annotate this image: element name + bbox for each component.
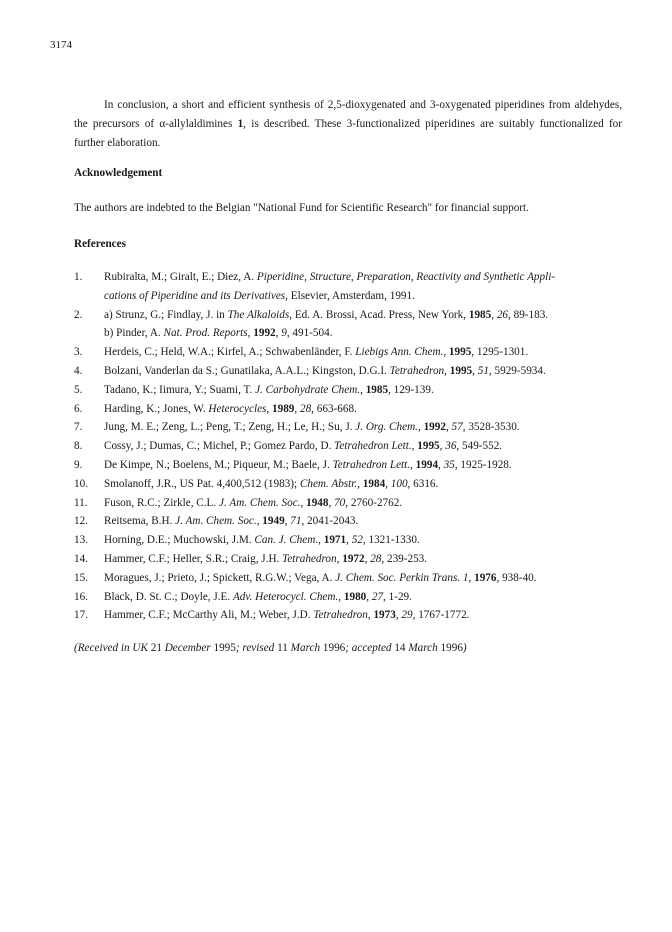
conclusion-text-mid: -allylaldimines: [165, 118, 238, 130]
reference-year: 1948: [306, 496, 329, 509]
reference-line: [104, 268, 634, 287]
reference-line: [104, 494, 634, 513]
reference-segment: ,: [256, 515, 263, 528]
acknowledgement-text: The authors are indebted to the Belgian "National Fund for Scientific Research" for financial support.: [74, 202, 529, 214]
reference-year: 1992: [423, 421, 446, 434]
reference-text: [104, 456, 634, 475]
reference-segment: Horning, D.E.; Muchowski, J.M.: [104, 534, 255, 547]
reference-year: 1995: [448, 346, 472, 359]
reference-segment: ,: [445, 421, 452, 434]
received-year: 1995: [213, 642, 236, 654]
reference-italic: Heterocycles: [208, 402, 267, 415]
reference-number: 4.: [74, 364, 83, 377]
reference-line: [104, 362, 634, 381]
reference-segment: ,: [357, 477, 363, 490]
reference-segment: Jung, M. E.; Zeng, L.; Peng, T.; Zeng, H.; Le, H.; Su, J.: [104, 421, 356, 434]
reference-segment: ,: [395, 609, 402, 622]
reference-segment: Harding, K.; Jones, W.: [104, 402, 209, 415]
reference-item: [74, 475, 634, 494]
reference-year: 1973: [373, 609, 396, 622]
reference-text: [104, 381, 634, 400]
reference-line: [104, 456, 634, 475]
reference-number: 15.: [74, 571, 88, 584]
reference-segment: ,: [438, 458, 444, 471]
reference-segment: , 239-253.: [381, 552, 428, 565]
reference-segment: ,: [472, 364, 478, 377]
reference-year: 1992: [253, 327, 276, 340]
reference-segment: , 3528-3530.: [462, 421, 520, 434]
reference-segment: ,: [367, 609, 374, 622]
reference-text: [104, 418, 634, 437]
reference-text: [104, 306, 634, 344]
reference-number: 9.: [74, 458, 83, 471]
reference-segment: , 5929-5934.: [488, 364, 546, 377]
reference-segment: , 1-29.: [383, 590, 412, 603]
reference-segment: Tadano, K.; Iimura, Y.; Suami, T.: [104, 383, 256, 396]
reference-line: [104, 418, 634, 437]
reference-segment: Cossy, J.; Dumas, C.; Michel, P.; Gomez Pardo, D.: [104, 440, 335, 453]
reference-number: 17.: [74, 609, 88, 622]
reference-year: 1994: [415, 458, 439, 471]
reference-segment: ,: [275, 327, 282, 340]
revised-day: 11: [277, 642, 288, 654]
reference-italic: 9: [281, 327, 287, 340]
reference-text: [104, 437, 634, 456]
reference-item: [74, 381, 634, 400]
received-close: ): [462, 642, 467, 654]
revised-label: ; revised: [235, 642, 278, 654]
references-heading: References: [74, 238, 126, 250]
compound-number: 1: [237, 118, 244, 130]
reference-text: [104, 400, 634, 419]
reference-italic: Tetrahedron: [313, 609, 368, 622]
reference-item: [74, 550, 634, 569]
reference-segment: , 491-504.: [286, 327, 333, 340]
reference-item: [74, 418, 634, 437]
revised-month: March: [287, 642, 323, 654]
reference-line: [104, 400, 634, 419]
reference-italic: The Alkaloids: [227, 308, 290, 321]
reference-year: 1984: [362, 477, 386, 490]
reference-year: 1985: [468, 308, 492, 321]
reference-segment: ,: [385, 477, 391, 490]
reference-number: 3.: [74, 346, 83, 359]
reference-segment: Black, D. St. C.; Doyle, J.E.: [104, 590, 233, 603]
reference-italic: Liebigs Ann. Chem.: [355, 346, 444, 359]
accepted-day: 14: [394, 642, 406, 654]
reference-item: [74, 362, 634, 381]
accepted-month: March: [405, 642, 441, 654]
reference-segment: Bolzani, Vanderlan da S.; Gunatilaka, A.A.L.; Kingston, D.G.I.: [104, 364, 390, 377]
reference-text: [104, 268, 634, 306]
reference-italic: J. Am. Chem. Soc.: [175, 515, 257, 528]
reference-line: [104, 531, 634, 550]
reference-segment: , 549-552.: [456, 440, 503, 453]
reference-italic: 36: [445, 440, 457, 453]
reference-number: 10.: [74, 477, 88, 490]
reference-item: [74, 268, 634, 306]
reference-number: 5.: [74, 383, 83, 396]
reference-italic: 57: [451, 421, 463, 434]
reference-italic: 28: [370, 552, 382, 565]
reference-segment: Hammer, C.F.; McCarthy Ali, M.; Weber, J.D.: [104, 609, 314, 622]
reference-number: 14.: [74, 552, 88, 565]
received-dates: [74, 641, 622, 656]
reference-year: 1949: [262, 515, 285, 528]
conclusion-text-end: , is described. These 3-functionalized piperidines are suitably functionalized for further elaboration.: [74, 118, 622, 149]
reference-number: 12.: [74, 515, 88, 528]
reference-segment: Herdeis, C.; Held, W.A.; Kirfel, A.; Schwabenländer, F.: [104, 346, 356, 359]
reference-italic: Nat. Prod. Reports: [163, 327, 248, 340]
reference-text: [104, 475, 634, 494]
reference-line: [104, 324, 634, 343]
reference-item: [74, 569, 634, 588]
reference-item: [74, 456, 634, 475]
reference-segment: Rubiralta, M.; Giralt, E.; Diez, A.: [104, 271, 257, 283]
reference-segment: , 2760-2762.: [345, 496, 403, 509]
reference-line: [104, 569, 634, 588]
reference-italic: 71: [290, 515, 302, 528]
reference-segment: Hammer, C.F.; Heller, S.R.; Craig, J.H.: [104, 552, 283, 565]
reference-year: 1971: [323, 534, 347, 547]
reference-text: [104, 494, 634, 513]
reference-italic: 35: [443, 458, 455, 471]
reference-item: [74, 437, 634, 456]
reference-segment: ,: [364, 552, 371, 565]
reference-italic: 100: [390, 477, 408, 490]
reference-segment: ,: [328, 496, 335, 509]
reference-text: [104, 362, 634, 381]
reference-item: [74, 531, 634, 550]
reference-segment: , 1321-1330.: [362, 534, 420, 547]
page-number: 3174: [50, 39, 72, 51]
reference-segment: ,: [410, 458, 416, 471]
reference-line: [104, 606, 634, 625]
reference-segment: ,: [338, 590, 344, 603]
reference-line: [104, 287, 634, 306]
reference-segment: , 6316.: [407, 477, 439, 490]
reference-segment: ,: [266, 402, 272, 415]
reference-segment: ,: [366, 590, 372, 603]
reference-segment: , 89-183.: [508, 308, 549, 321]
reference-italic: Piperidine, Structure, Preparation, Reactivity and Synthetic Appli-: [256, 271, 556, 283]
reference-italic: Adv. Heterocycl. Chem.: [232, 590, 339, 603]
reference-italic: J. Chem. Soc. Perkin Trans. 1: [335, 571, 469, 584]
reference-item: [74, 494, 634, 513]
reference-segment: , 129-139.: [388, 383, 434, 396]
reference-number: 6.: [74, 402, 83, 415]
reference-italic: 28: [299, 402, 312, 415]
revised-year: 1996: [322, 642, 346, 654]
reference-italic: 27: [371, 590, 384, 603]
reference-line: [104, 512, 634, 531]
reference-number: 11.: [74, 496, 88, 509]
reference-italic: Tetrahedron: [282, 552, 337, 565]
reference-segment: ,: [247, 327, 254, 340]
received-day: 21: [150, 642, 162, 654]
reference-text: [104, 550, 634, 569]
reference-italic: 29: [401, 609, 413, 622]
reference-segment: ,: [300, 496, 307, 509]
reference-italic: J. Am. Chem. Soc.: [219, 496, 301, 509]
reference-segment: b) Pinder, A.: [104, 327, 164, 340]
reference-italic: J. Org. Chem.: [355, 421, 418, 434]
reference-italic: Chem. Abstr.: [299, 477, 358, 490]
reference-line: [104, 437, 634, 456]
reference-segment: Fuson, R.C.; Zirkle, C.L.: [104, 496, 219, 509]
reference-line: [104, 381, 634, 400]
accepted-year: 1996: [440, 642, 463, 654]
reference-text: [104, 588, 634, 607]
conclusion-paragraph: [74, 96, 622, 153]
reference-item: [74, 512, 634, 531]
reference-text: [104, 343, 634, 362]
reference-segment: , 1925-1928.: [454, 458, 512, 471]
acknowledgement-heading: Acknowledgement: [74, 167, 163, 179]
reference-number: 7.: [74, 421, 83, 434]
reference-italic: J. Carbohydrate Chem.: [255, 383, 361, 396]
reference-segment: ,: [444, 364, 450, 377]
reference-item: [74, 400, 634, 419]
reference-segment: ,: [411, 440, 418, 453]
reference-segment: a) Strunz, G.; Findlay, J. in: [104, 308, 228, 321]
reference-segment: Reitsema, B.H.: [104, 515, 176, 528]
reference-segment: , 938-40.: [496, 571, 537, 584]
reference-year: 1972: [342, 552, 365, 565]
reference-segment: , Elsevier, Amsterdam, 1991.: [285, 289, 415, 302]
reference-text: [104, 606, 634, 625]
reference-item: [74, 606, 634, 625]
reference-segment: ,: [346, 534, 352, 547]
reference-segment: , 1767-1772.: [412, 609, 470, 622]
reference-line: [104, 588, 634, 607]
accepted-label: ; accepted: [345, 642, 395, 654]
reference-segment: ,: [294, 402, 300, 415]
reference-year: 1995: [449, 364, 473, 377]
reference-italic: 70: [334, 496, 346, 509]
reference-segment: , 663-668.: [311, 402, 357, 415]
reference-number: 16.: [74, 590, 88, 603]
reference-number: 2.: [74, 308, 83, 321]
received-month: December: [161, 642, 214, 654]
reference-segment: Moragues, J.; Prieto, J.; Spickett, R.G.W.; Vega, A.: [104, 571, 336, 584]
reference-italic: cations of Piperidine and its Derivatives: [104, 289, 286, 302]
reference-number: 8.: [74, 440, 83, 453]
reference-segment: ,: [443, 346, 449, 359]
reference-segment: ,: [439, 440, 446, 453]
reference-italic: Tetrahedron Lett.: [332, 458, 411, 471]
reference-italic: Tetrahedron: [389, 364, 445, 377]
reference-segment: De Kimpe, N.; Boelens, M.; Piqueur, M.; Baele, J.: [104, 458, 333, 471]
reference-segment: ,: [360, 383, 366, 396]
reference-segment: , Ed. A. Brossi, Acad. Press, New York,: [289, 308, 469, 321]
reference-segment: , 2041-2043.: [301, 515, 359, 528]
reference-segment: ,: [491, 308, 497, 321]
reference-text: [104, 531, 634, 550]
reference-item: [74, 588, 634, 607]
reference-text: [104, 512, 634, 531]
reference-text: [104, 569, 634, 588]
reference-segment: ,: [468, 571, 475, 584]
reference-italic: 26: [496, 308, 509, 321]
reference-segment: , 1295-1301.: [471, 346, 529, 359]
reference-number: 1.: [74, 271, 83, 283]
reference-segment: ,: [318, 534, 324, 547]
reference-item: [74, 343, 634, 362]
conclusion-text-start: In conclusion, a short and efficient synthesis of 2,5-dioxygenated and 3-oxygenated piperidines from aldehydes, the precursors of: [74, 99, 622, 130]
reference-segment: ,: [417, 421, 424, 434]
reference-year: 1995: [417, 440, 440, 453]
reference-item: [74, 306, 634, 344]
reference-segment: ,: [284, 515, 291, 528]
received-label: (Received in UK: [74, 642, 151, 654]
reference-italic: 52: [351, 534, 363, 547]
references-list: [74, 268, 634, 625]
reference-italic: Can. J. Chem.: [254, 534, 319, 547]
reference-year: 1989: [272, 402, 295, 415]
reference-year: 1976: [474, 571, 497, 584]
reference-italic: Tetrahedron Lett.: [334, 440, 412, 453]
reference-segment: Smolanoff, J.R., US Pat. 4,400,512 (1983);: [104, 477, 300, 490]
reference-line: [104, 550, 634, 569]
reference-line: [104, 343, 634, 362]
reference-italic: 51: [477, 364, 489, 377]
reference-segment: ,: [336, 552, 343, 565]
reference-line: [104, 306, 634, 325]
reference-year: 1980: [343, 590, 367, 603]
reference-number: 13.: [74, 534, 88, 547]
reference-line: [104, 475, 634, 494]
reference-year: 1985: [365, 383, 389, 396]
alpha-symbol: α: [159, 118, 166, 130]
